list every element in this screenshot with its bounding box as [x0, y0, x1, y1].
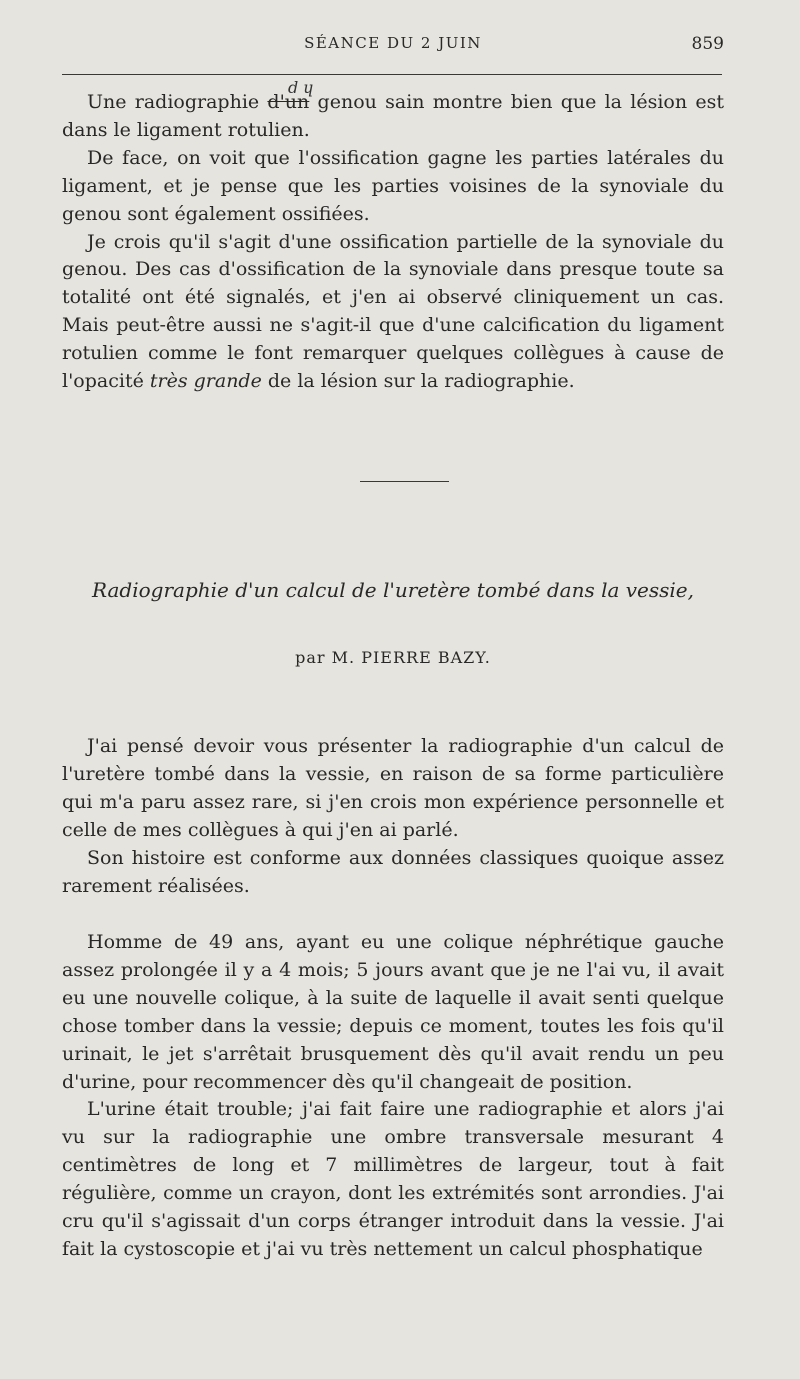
text-run: genou sain montre bien que la lésion est dans le ligament rotulien. [62, 91, 724, 141]
section-separator [360, 481, 449, 482]
text-run: de la lésion sur la radiographie. [261, 370, 575, 393]
section-knee-radiography [62, 89, 724, 396]
article-title: Radiographie d'un calcul de l'uretère tombé dans la vessie, [91, 578, 694, 602]
paragraph: Son histoire est conforme aux données classiques quoique assez rarement réalisées. [62, 846, 724, 897]
handwritten-annotation: d ɥ [288, 78, 314, 97]
header-rule [62, 74, 722, 75]
running-title: SÉANCE DU 2 JUIN [304, 34, 482, 52]
emphasis: très grande [149, 370, 262, 393]
paragraph: De face, on voit que l'ossification gagne les parties latérales du ligament, et je pense que les parties voisines de la synoviale du genou sont également ossifiées. [62, 146, 724, 225]
text-run: Je crois qu'il s'agit d'une ossification partielle de la synoviale du genou. Des cas d'ossification de la synoviale dans presque toute sa totalité ont été signalés, et j'en ai observé cliniquement un cas. Mais peut-être aussi ne s'agit-il que d'une calcification du ligament rotulien comme le font remarquer quelques collègues à cause de l'opacité [62, 230, 724, 393]
article-byline: par M. PIERRE BAZY. [295, 648, 491, 667]
running-header [62, 34, 724, 60]
paragraph [62, 89, 724, 145]
paragraph: J'ai pensé devoir vous présenter la radiographie d'un calcul de l'uretère tombé dans la vessie, en raison de sa forme particulière qui m'a paru assez rare, si j'en crois mon expérience personnelle et celle de mes collègues à qui j'en ai parlé. [62, 735, 724, 841]
text-run: Une radiographie [87, 91, 268, 113]
paragraph: Homme de 49 ans, ayant eu une colique néphrétique gauche assez prolongée il y a 4 mois; 5 jours avant que je ne l'ai vu, il avait eu une nouvelle colique, à la suite de laquelle il avait senti quelque chose tomber dans la vessie; depuis ce moment, toutes les fois qu'il urinait, le jet s'arrêtait brusquement dès qu'il avait rendu un peu d'urine, pour recommencer dès qu'il changeait de position. [62, 931, 724, 1093]
struck-word: d'un [267, 91, 310, 113]
page-number: 859 [691, 34, 724, 54]
section-introduction [62, 733, 724, 900]
paragraph: L'urine était trouble; j'ai fait faire une radiographie et alors j'ai vu sur la radiographie une ombre transversale mesurant 4 centimètres de long et 7 millimètres de largeur, tout à fait régulière, comme un crayon, dont les extrémités sont arrondies. J'ai cru qu'il s'agissait d'un corps étranger introduit dans la vessie. J'ai fait la cystoscopie et j'ai vu très nettement un calcul phosphatique [62, 1098, 724, 1260]
paragraph [62, 229, 724, 396]
section-case-history [62, 929, 724, 1264]
